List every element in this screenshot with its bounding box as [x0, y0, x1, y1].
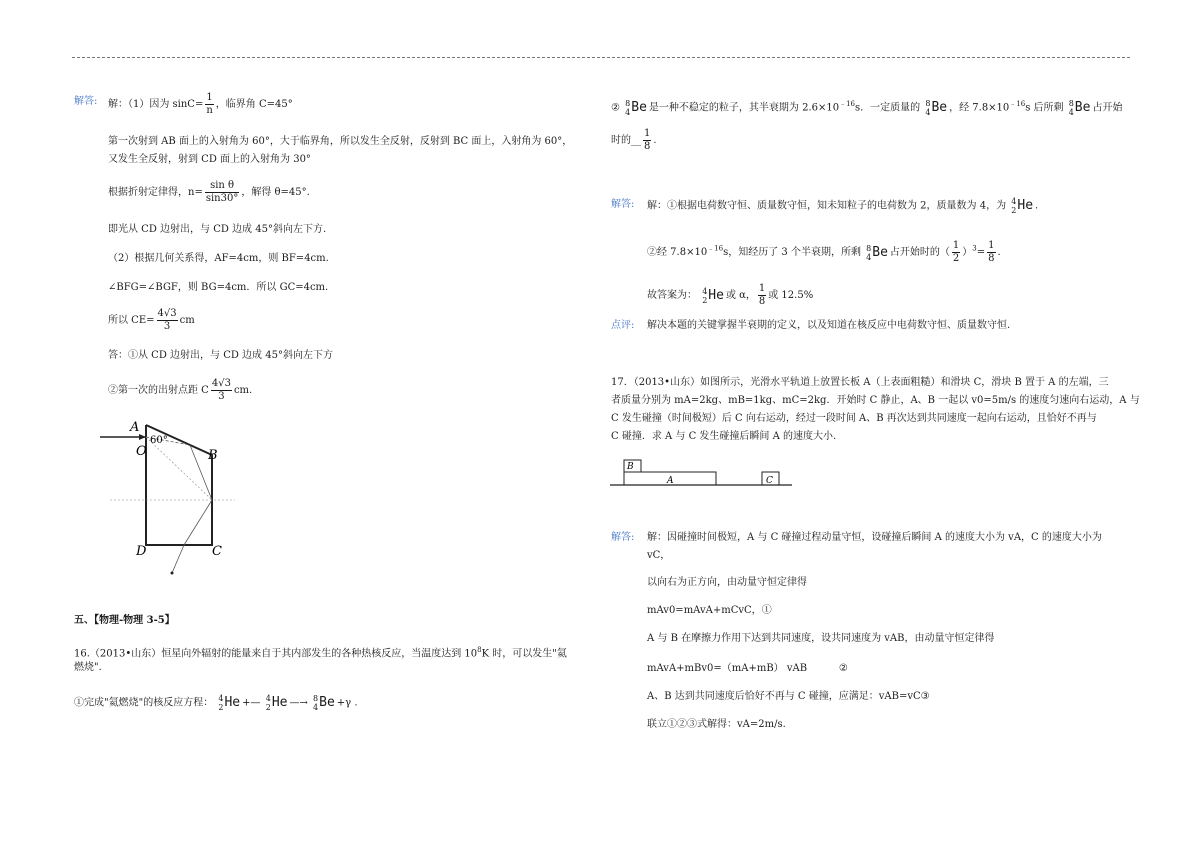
charge-number: 2 [702, 295, 708, 305]
question-16-line-2: 燃烧". [74, 662, 102, 673]
charge-number: 4 [625, 107, 631, 117]
nuclide-numbers [1011, 197, 1016, 215]
block-b-label: B [627, 462, 634, 472]
fraction [205, 92, 213, 117]
fraction-numerator: 1 [988, 240, 995, 251]
text: 根据电荷数守恒、质量数守恒，知未知粒子的电荷数为 2，质量数为 4，为 [677, 200, 1007, 212]
mass-number: 4 [218, 694, 224, 703]
circled-number: ① [74, 697, 84, 709]
helium-nuclide [702, 287, 724, 305]
mass-number: 4 [265, 694, 271, 703]
answer-line-1 [108, 349, 333, 363]
question-17-line-4: C 碰撞．求 A 与 C 发生碰撞后瞬间 A 的速度大小. [611, 431, 837, 442]
vertex-label-c: C [212, 544, 222, 559]
solution-line-6: （2）根据几何关系得，AF=4cm，则 BF=4cm. [108, 253, 329, 264]
solution-line-2: 第一次射到 AB 面上的入射角为 60°，大于临界角，所以发生全反射，反射到 BC 面上，入射角为 60°， [108, 136, 573, 147]
charge-number: 4 [866, 252, 872, 262]
fraction-numerator: 1 [644, 128, 651, 139]
vertex-label-b: B [208, 448, 218, 463]
mass-number: 8 [313, 694, 319, 703]
superscript: 3 [972, 244, 977, 253]
charge-number: 4 [925, 107, 931, 117]
text: 解： [647, 200, 667, 212]
solution-17-line-2: 以向右为正方向，由动量守恒定律得 [647, 577, 807, 588]
block-c-label: C [766, 476, 773, 486]
ray-end-point [171, 572, 174, 575]
fraction-numerator: 1 [206, 92, 213, 103]
solution-17-line-5 [647, 662, 848, 676]
question-16-part-2-line-1 [611, 97, 1122, 117]
text: 完成"氦燃烧"的核反应方程： [84, 697, 214, 709]
element-symbol: Be [1074, 99, 1091, 115]
charge-number: 4 [1068, 107, 1074, 117]
mass-number: 8 [625, 98, 631, 108]
text: s，知经历了 3 个半衰期，所剩 [723, 247, 861, 258]
text: 或 12.5% [768, 290, 814, 301]
solution-17-line-1: 解：因碰撞时间极短，A 与 C 碰撞过程动量守恒，设碰撞后瞬间 A 的速度大小为 vA，C 的速度大小为 [647, 532, 1102, 543]
text: 故答案为： [647, 290, 697, 301]
charge-number: 4 [313, 703, 319, 712]
fraction-numerator: sin θ [205, 180, 240, 193]
fraction [952, 240, 960, 265]
solution-17-line-7 [647, 718, 786, 732]
mass-number: 8 [1068, 98, 1074, 108]
element-symbol: He [271, 695, 288, 710]
circled-number: ② [108, 385, 118, 396]
answer-line-1: 解：①根据电荷数守恒、质量数守恒，知未知粒子的电荷数为 2，质量数为 4，为 4 2 He . [647, 197, 1039, 215]
text: . [354, 697, 358, 709]
nuclide-numbers [1069, 99, 1074, 117]
superscript: ﹣16 [839, 100, 856, 108]
text: 经 7.8×10 [657, 247, 708, 258]
page-header-rule [72, 57, 1130, 58]
charge-number: 2 [265, 703, 271, 712]
fraction-denominator: n [206, 105, 213, 116]
arrow-head-icon [139, 434, 146, 440]
superscript: ﹣16 [707, 244, 724, 253]
element-symbol: He [1017, 198, 1034, 213]
text: 时的 [611, 135, 631, 146]
fraction-denominator: sin30° [205, 193, 239, 204]
nuclide-numbers [218, 694, 223, 712]
superscript: ﹣16 [1009, 100, 1026, 108]
text: ，解得 θ=45°. [241, 187, 310, 198]
nuclide-numbers [313, 694, 318, 712]
text: s 后所剩 [1025, 102, 1064, 114]
answer-line-2 [108, 378, 252, 403]
fraction [987, 240, 995, 265]
fraction-numerator: 1 [952, 240, 960, 251]
text: 答： [108, 350, 128, 361]
fraction-denominator: 8 [644, 141, 651, 152]
answer-line-3 [647, 283, 813, 308]
circled-number: ① [761, 605, 772, 616]
track-figure [610, 455, 795, 490]
answer-label: 解答: [611, 199, 635, 210]
plus-sign: + [242, 697, 251, 709]
angle-label: 60° [150, 435, 168, 446]
beryllium-nuclide [625, 99, 647, 117]
text: K 时，可以发生"氦 [481, 648, 567, 660]
superscript: 8 [477, 646, 482, 654]
question-16-line-1 [74, 643, 567, 661]
solution-line-5: 即光从 CD 边射出，与 CD 边成 45°斜向左下方. [108, 224, 327, 235]
solution-line-1 [108, 92, 293, 117]
text: 占开始 [1092, 102, 1123, 114]
circled-number: ③ [920, 691, 930, 702]
answer-label: 解答: [611, 532, 635, 543]
equation: mAvA+mBv0=（mA+mB） vAB [647, 663, 808, 674]
text: s．一定质量的 [855, 102, 921, 114]
circled-number: ② [647, 247, 657, 258]
fraction-denominator: 8 [758, 296, 766, 307]
prism-figure [100, 415, 240, 580]
text: cm. [233, 385, 253, 396]
text: 所以 CE= [108, 315, 155, 326]
fraction-numerator: 4√3 [157, 308, 177, 319]
text: 是一种不稳定的粒子，其半衰期为 2.6×10 [648, 102, 840, 114]
circled-numbers: ①②③ [667, 719, 697, 730]
point-label-o: O [136, 444, 147, 459]
text: ，临界角 C=45° [215, 99, 293, 110]
text: 第一次的出射点距 C [118, 385, 209, 396]
nuclide-numbers [702, 287, 707, 305]
text: = [976, 247, 986, 258]
circled-number: ② [611, 102, 620, 114]
helium-nuclide [1011, 197, 1033, 215]
answer-label: 解答: [74, 96, 98, 107]
element-symbol: He [708, 287, 724, 303]
nuclide-numbers [625, 99, 630, 117]
beryllium-nuclide [866, 244, 888, 262]
solution-line-4 [108, 180, 310, 205]
gamma-term: +γ [336, 697, 352, 709]
element-symbol: Be [319, 695, 335, 710]
text: A、B 达到共同速度后恰好不再与 C 碰撞，应满足：vAB=vC [647, 691, 921, 702]
board-a-label: A [667, 476, 674, 486]
guide-line [146, 437, 212, 500]
equation: mAv0=mAvA+mCvC， [647, 605, 762, 616]
fraction-denominator: 2 [952, 253, 960, 264]
question-16-part-2-line-2: 时的__ $\frac{1}{8}$ . [611, 128, 657, 152]
nuclide-numbers [866, 244, 871, 262]
element-symbol: He [224, 695, 241, 710]
question-16-part-1: ①完成"氦燃烧"的核反应方程： 4 2 He +— 4 2 He —→ 8 4 Be +γ . [74, 694, 358, 712]
comment-text: 解决本题的关键掌握半衰期的定义，以及知道在核反应中电荷数守恒、质量数守恒. [647, 320, 1011, 331]
text: 从 CD 边射出，与 CD 边成 45°斜向左下方 [138, 350, 333, 361]
solution-line-7: ∠BFG=∠BGF，则 BG=4cm．所以 GC=4cm. [108, 282, 329, 293]
circled-number: ① [128, 350, 138, 361]
fraction [643, 128, 651, 153]
solution-17-line-6 [647, 690, 930, 704]
circled-number: ① [667, 200, 677, 212]
solution-17-line-4: A 与 B 在摩擦力作用下达到共同速度，设共同速度为 vAB，由动量守恒定律得 [647, 633, 995, 644]
beryllium-nuclide [925, 99, 947, 117]
exit-ray [172, 545, 184, 573]
nuclide-numbers [925, 99, 930, 117]
text: 根据折射定律得，n= [108, 187, 203, 198]
text: . [997, 247, 1001, 258]
question-17-line-2: 者质量分别为 mA=2kg、mB=1kg、mC=2kg．开始时 C 静止，A、B 一起以 v0=5m/s 的速度匀速向右运动，A 与 [611, 395, 1140, 406]
fraction-denominator: 8 [988, 253, 995, 264]
solution-17-line-1b: vC， [647, 550, 671, 561]
solution-line-8 [108, 308, 195, 333]
comment-label: 点评: [611, 320, 635, 331]
fraction [758, 283, 766, 308]
text: . [653, 135, 657, 146]
text: 占开始时的（ [889, 247, 950, 258]
mass-number: 8 [866, 243, 872, 253]
question-17-line-1: 17．（2013•山东）如图所示，光滑水平轨道上放置长板 A（上表面粗糙）和滑块 C，滑块 B 置于 A 的左端，三 [611, 377, 1109, 388]
helium-nuclide [218, 694, 240, 712]
vertex-label-d: D [136, 544, 147, 559]
mass-number: 4 [702, 286, 708, 296]
solution-line-3: 又发生全反射，射到 CD 面上的入射角为 30° [108, 154, 311, 165]
element-symbol: Be [931, 99, 948, 115]
nuclide-numbers [266, 694, 271, 712]
charge-number: 2 [1011, 206, 1017, 215]
fraction [205, 180, 240, 205]
text: 解：（1）因为 sinC= [108, 99, 204, 110]
text: cm [179, 315, 195, 326]
text: 式解得：vA=2m/s. [697, 719, 786, 730]
mass-number: 4 [1011, 197, 1017, 206]
answer-line-2 [647, 240, 1001, 265]
fraction-denominator: 3 [163, 321, 171, 332]
fraction-numerator: 1 [758, 283, 766, 294]
text: ，经 7.8×10 [949, 102, 1010, 114]
text: 或 α， [725, 290, 756, 301]
text: 联立 [647, 719, 667, 730]
beryllium-nuclide [313, 694, 335, 712]
text: 16.（2013•山东）恒星向外辐射的能量来自于其内部发生的各种热核反应，当温度达到 10 [74, 648, 478, 660]
beryllium-nuclide [1069, 99, 1091, 117]
helium-nuclide [266, 694, 288, 712]
fraction-numerator: 4√3 [211, 378, 231, 389]
element-symbol: Be [631, 99, 647, 115]
fraction [211, 378, 232, 403]
question-17-line-3: C 发生碰撞（时间极短）后 C 向右运动，经过一段时间 A、B 再次达到共同速度一起向右运动，且恰好不再与 [611, 413, 1097, 424]
charge-number: 2 [218, 703, 224, 712]
text: ） [962, 247, 973, 258]
fraction [157, 308, 178, 333]
section-heading: 五、【物理-物理 3-5】 [74, 615, 175, 626]
element-symbol: Be [872, 244, 888, 260]
fraction-denominator: 3 [218, 391, 225, 402]
solution-17-line-3 [647, 604, 772, 618]
mass-number: 8 [925, 98, 931, 108]
circled-number: ② [838, 663, 848, 674]
ray-segment [184, 500, 212, 545]
vertex-label-a: A [130, 420, 140, 435]
